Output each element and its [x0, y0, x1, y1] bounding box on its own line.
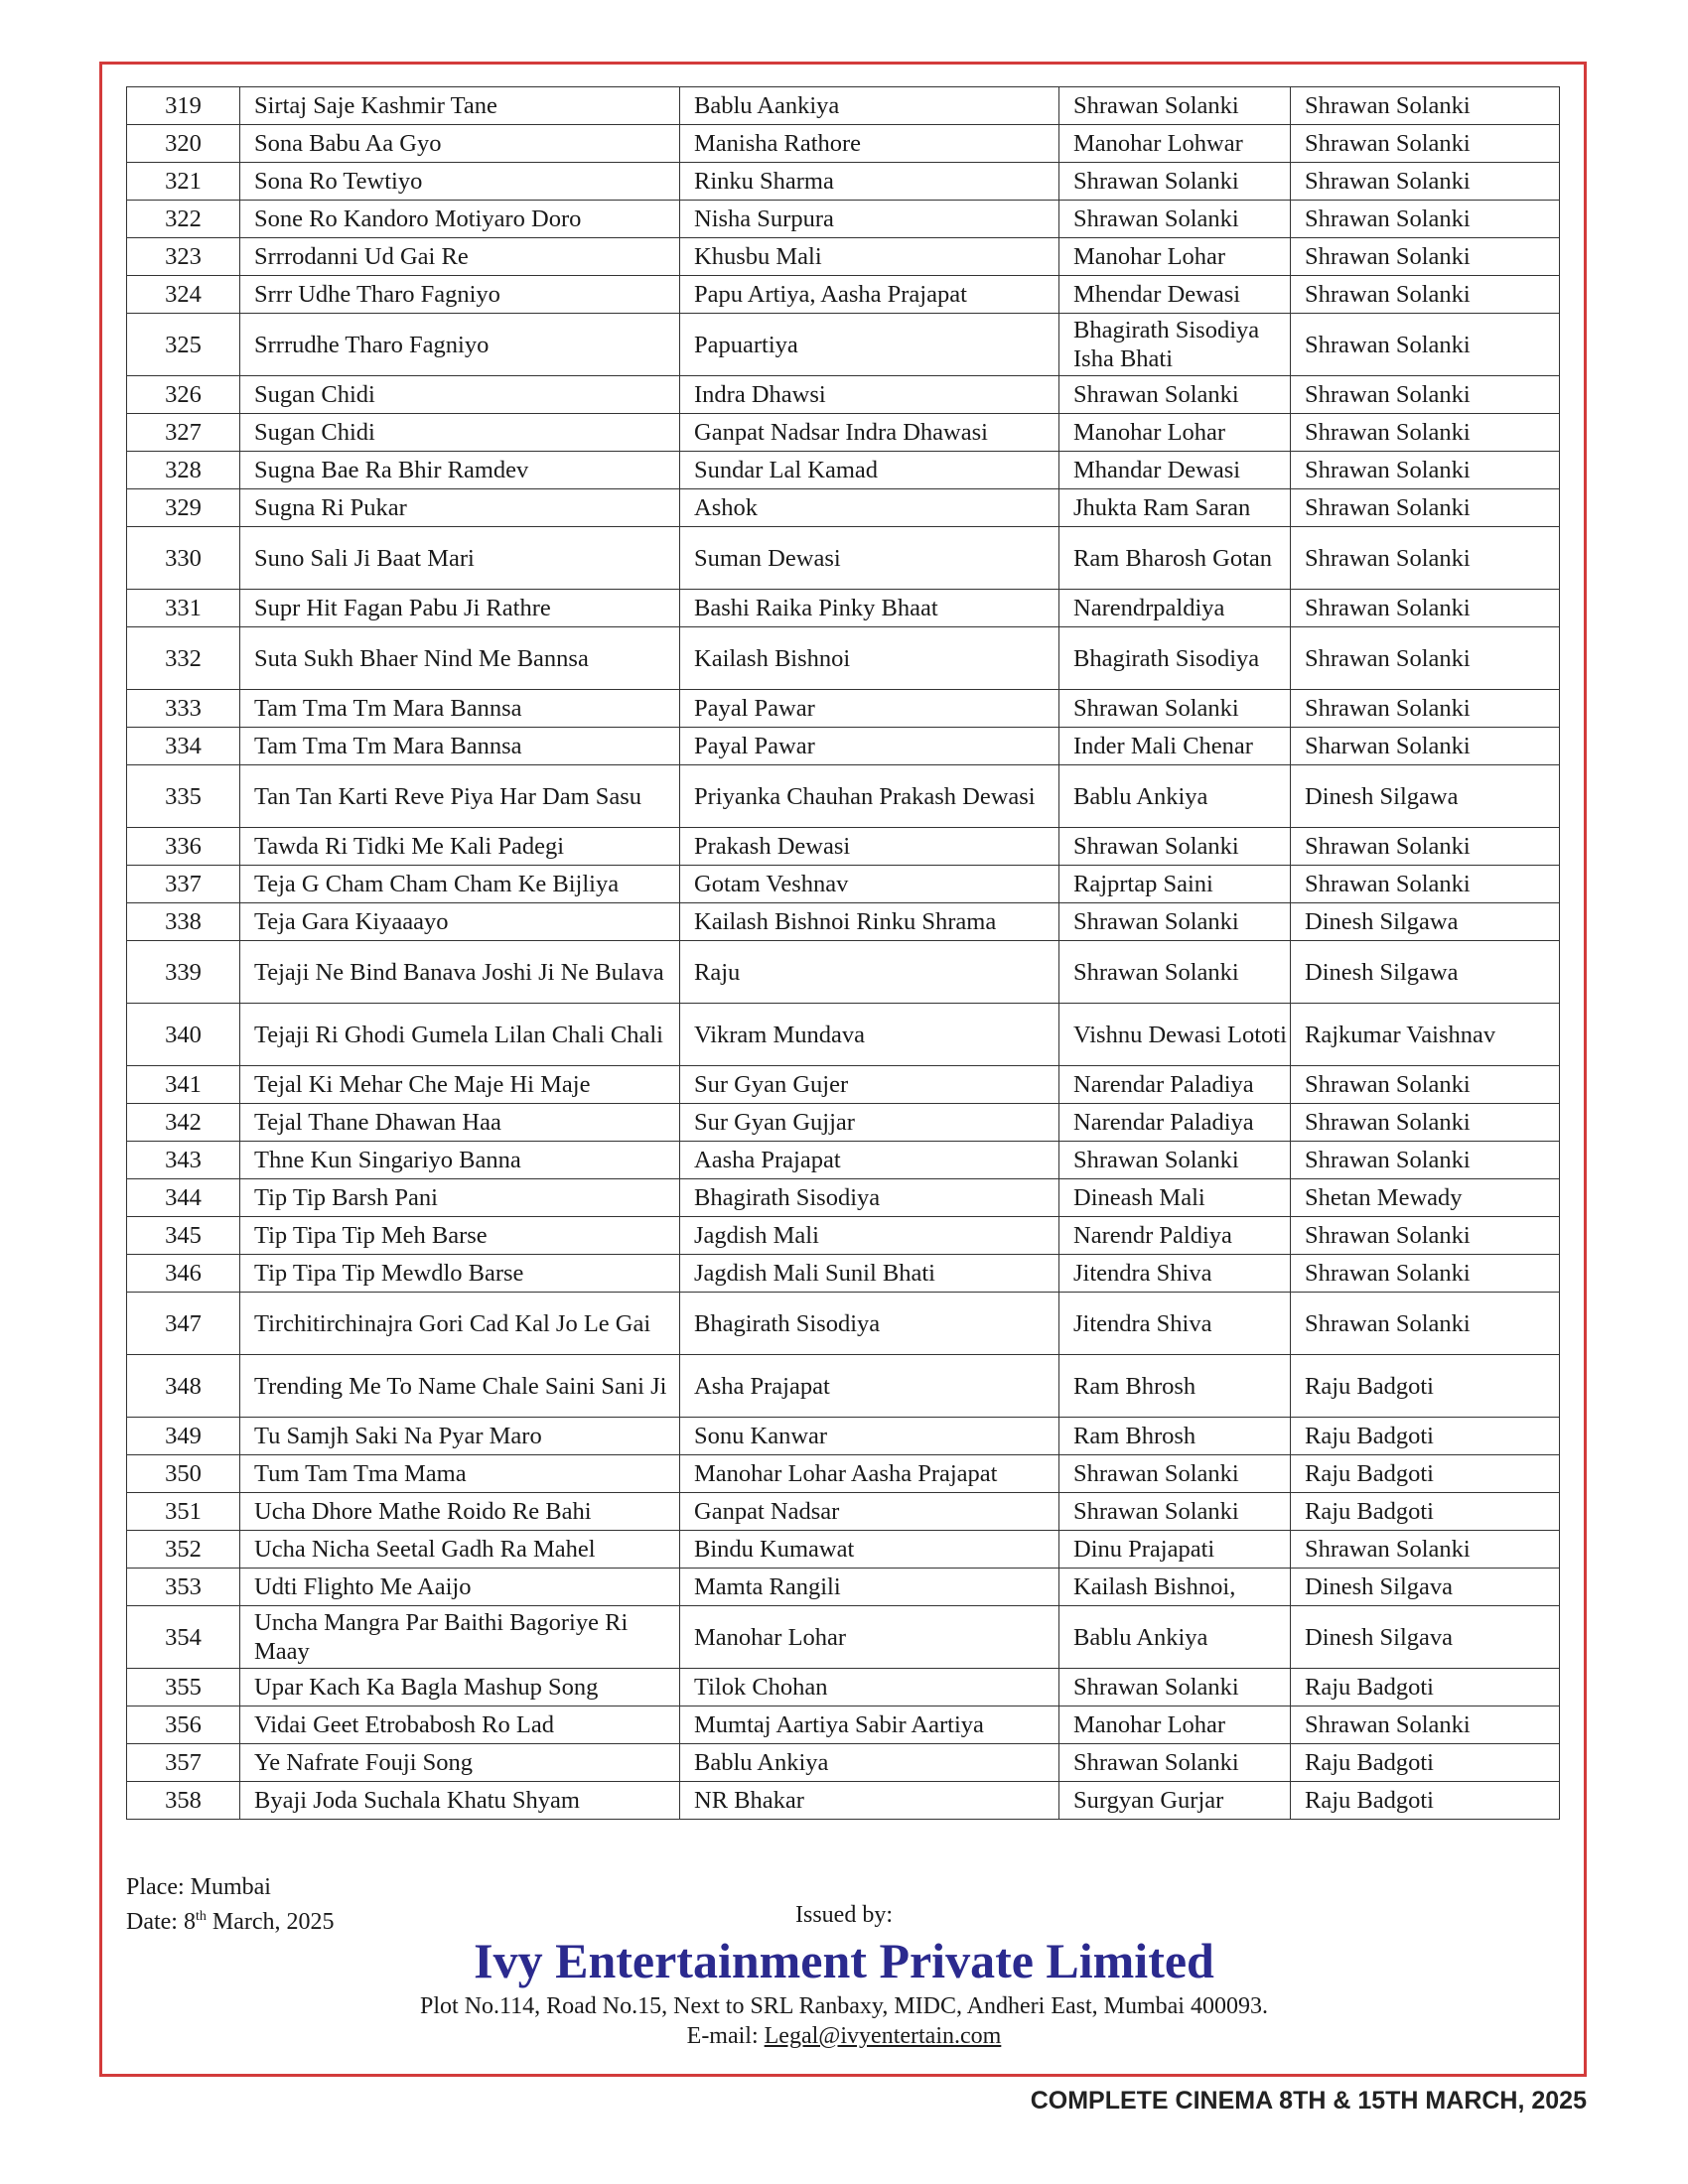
music-director: Surgyan Gurjar: [1059, 1782, 1291, 1820]
row-number: 358: [127, 1782, 240, 1820]
row-number: 344: [127, 1179, 240, 1217]
place-text: Place: Mumbai: [126, 1874, 271, 1900]
singer-name: Gotam Veshnav: [680, 866, 1059, 903]
lyricist: Shrawan Solanki: [1291, 1706, 1560, 1744]
table-row: [127, 1531, 1560, 1569]
table-row: [127, 1493, 1560, 1531]
music-director: Shrawan Solanki: [1059, 941, 1291, 1004]
table-row: [127, 1669, 1560, 1706]
music-director: Jitendra Shiva: [1059, 1293, 1291, 1355]
music-director: Shrawan Solanki: [1059, 828, 1291, 866]
song-title: Tip Tipa Tip Meh Barse: [240, 1217, 680, 1255]
row-number: 341: [127, 1066, 240, 1104]
table-row: [127, 1744, 1560, 1782]
table-row: [127, 1004, 1560, 1066]
publication-banner: COMPLETE CINEMA 8TH & 15TH MARCH, 2025: [1030, 2087, 1587, 2115]
lyricist: Shrawan Solanki: [1291, 238, 1560, 276]
row-number: 343: [127, 1142, 240, 1179]
table-row: [127, 627, 1560, 690]
table-row: [127, 414, 1560, 452]
singer-name: NR Bhakar: [680, 1782, 1059, 1820]
lyricist: Shrawan Solanki: [1291, 201, 1560, 238]
lyricist: Rajkumar Vaishnav: [1291, 1004, 1560, 1066]
lyricist: Shrawan Solanki: [1291, 1217, 1560, 1255]
music-director: Shrawan Solanki: [1059, 1669, 1291, 1706]
song-table: [126, 86, 1560, 1820]
row-number: 348: [127, 1355, 240, 1418]
table-row: [127, 1179, 1560, 1217]
singer-name: Bindu Kumawat: [680, 1531, 1059, 1569]
song-title: Sugna Bae Ra Bhir Ramdev: [240, 452, 680, 489]
song-title: Suta Sukh Bhaer Nind Me Bannsa: [240, 627, 680, 690]
row-number: 320: [127, 125, 240, 163]
row-number: 334: [127, 728, 240, 765]
song-title: Sona Ro Tewtiyo: [240, 163, 680, 201]
table-row: [127, 376, 1560, 414]
row-number: 338: [127, 903, 240, 941]
row-number: 329: [127, 489, 240, 527]
music-director: Narendar Paladiya: [1059, 1066, 1291, 1104]
music-director: Manohar Lohar: [1059, 238, 1291, 276]
music-director: Shrawan Solanki: [1059, 1455, 1291, 1493]
song-title: Sugna Ri Pukar: [240, 489, 680, 527]
row-number: 319: [127, 87, 240, 125]
table-row: [127, 314, 1560, 376]
row-number: 333: [127, 690, 240, 728]
music-director: Mhendar Dewasi: [1059, 276, 1291, 314]
lyricist: Shrawan Solanki: [1291, 1531, 1560, 1569]
row-number: 331: [127, 590, 240, 627]
table-row: [127, 1455, 1560, 1493]
table-row: [127, 1418, 1560, 1455]
song-title: Supr Hit Fagan Pabu Ji Rathre: [240, 590, 680, 627]
row-number: 349: [127, 1418, 240, 1455]
lyricist: Sharwan Solanki: [1291, 728, 1560, 765]
singer-name: Bashi Raika Pinky Bhaat: [680, 590, 1059, 627]
email-line: E-mail: Legal@ivyentertain.com: [686, 2023, 1002, 2049]
row-number: 354: [127, 1606, 240, 1669]
singer-name: Manohar Lohar Aasha Prajapat: [680, 1455, 1059, 1493]
row-number: 328: [127, 452, 240, 489]
table-row: [127, 866, 1560, 903]
table-row: [127, 87, 1560, 125]
singer-name: Payal Pawar: [680, 690, 1059, 728]
music-director: Shrawan Solanki: [1059, 1744, 1291, 1782]
lyricist: Dinesh Silgawa: [1291, 903, 1560, 941]
song-title: Srrr Udhe Tharo Fagniyo: [240, 276, 680, 314]
singer-name: Suman Dewasi: [680, 527, 1059, 590]
lyricist: Raju Badgoti: [1291, 1669, 1560, 1706]
table-row: [127, 728, 1560, 765]
email-link[interactable]: Legal@ivyentertain.com: [764, 2023, 1002, 2049]
song-title: Sugan Chidi: [240, 376, 680, 414]
lyricist: Shrawan Solanki: [1291, 125, 1560, 163]
song-title: Byaji Joda Suchala Khatu Shyam: [240, 1782, 680, 1820]
lyricist: Shrawan Solanki: [1291, 1066, 1560, 1104]
lyricist: Shrawan Solanki: [1291, 376, 1560, 414]
lyricist: Shrawan Solanki: [1291, 452, 1560, 489]
lyricist: Raju Badgoti: [1291, 1493, 1560, 1531]
music-director: Narendar Paladiya: [1059, 1104, 1291, 1142]
lyricist: Raju Badgoti: [1291, 1782, 1560, 1820]
music-director: Bablu Ankiya: [1059, 765, 1291, 828]
row-number: 322: [127, 201, 240, 238]
song-title: Teja G Cham Cham Cham Ke Bijliya: [240, 866, 680, 903]
singer-name: Indra Dhawsi: [680, 376, 1059, 414]
row-number: 355: [127, 1669, 240, 1706]
table-row: [127, 452, 1560, 489]
singer-name: Ganpat Nadsar Indra Dhawasi: [680, 414, 1059, 452]
singer-name: Bhagirath Sisodiya: [680, 1293, 1059, 1355]
row-number: 353: [127, 1569, 240, 1606]
row-number: 325: [127, 314, 240, 376]
row-number: 327: [127, 414, 240, 452]
lyricist: Shrawan Solanki: [1291, 1142, 1560, 1179]
singer-name: Bablu Aankiya: [680, 87, 1059, 125]
music-director: Manohar Lohwar: [1059, 125, 1291, 163]
table-row: [127, 125, 1560, 163]
table-row: [127, 238, 1560, 276]
music-director: Shrawan Solanki: [1059, 1142, 1291, 1179]
music-director: Kailash Bishnoi,: [1059, 1569, 1291, 1606]
singer-name: Ganpat Nadsar: [680, 1493, 1059, 1531]
singer-name: Sur Gyan Gujer: [680, 1066, 1059, 1104]
singer-name: Sundar Lal Kamad: [680, 452, 1059, 489]
song-title: Sona Babu Aa Gyo: [240, 125, 680, 163]
singer-name: Ashok: [680, 489, 1059, 527]
row-number: 350: [127, 1455, 240, 1493]
song-table-body: [127, 87, 1560, 1820]
song-title: Tum Tam Tma Mama: [240, 1455, 680, 1493]
row-number: 356: [127, 1706, 240, 1744]
lyricist: Shrawan Solanki: [1291, 690, 1560, 728]
music-director: Ram Bharosh Gotan: [1059, 527, 1291, 590]
singer-name: Sonu Kanwar: [680, 1418, 1059, 1455]
lyricist: Shrawan Solanki: [1291, 590, 1560, 627]
table-row: [127, 941, 1560, 1004]
singer-name: Jagdish Mali Sunil Bhati: [680, 1255, 1059, 1293]
singer-name: Papuartiya: [680, 314, 1059, 376]
lyricist: Shrawan Solanki: [1291, 828, 1560, 866]
lyricist: Shrawan Solanki: [1291, 276, 1560, 314]
row-number: 346: [127, 1255, 240, 1293]
table-row: [127, 276, 1560, 314]
song-title: Tip Tipa Tip Mewdlo Barse: [240, 1255, 680, 1293]
song-title: Suno Sali Ji Baat Mari: [240, 527, 680, 590]
lyricist: Dinesh Silgava: [1291, 1569, 1560, 1606]
song-title: Trending Me To Name Chale Saini Sani Ji: [240, 1355, 680, 1418]
table-row: [127, 590, 1560, 627]
row-number: 345: [127, 1217, 240, 1255]
singer-name: Aasha Prajapat: [680, 1142, 1059, 1179]
music-director: Jhukta Ram Saran: [1059, 489, 1291, 527]
table-row: [127, 1142, 1560, 1179]
row-number: 342: [127, 1104, 240, 1142]
lyricist: Shrawan Solanki: [1291, 866, 1560, 903]
lyricist: Shrawan Solanki: [1291, 87, 1560, 125]
song-title: Ucha Dhore Mathe Roido Re Bahi: [240, 1493, 680, 1531]
row-number: 339: [127, 941, 240, 1004]
row-number: 321: [127, 163, 240, 201]
music-director: Shrawan Solanki: [1059, 87, 1291, 125]
song-title: Tejaji Ne Bind Banava Joshi Ji Ne Bulava: [240, 941, 680, 1004]
song-title: Srrrudhe Tharo Fagniyo: [240, 314, 680, 376]
singer-name: Raju: [680, 941, 1059, 1004]
music-director: Shrawan Solanki: [1059, 376, 1291, 414]
song-title: Sugan Chidi: [240, 414, 680, 452]
lyricist: Raju Badgoti: [1291, 1744, 1560, 1782]
song-title: Upar Kach Ka Bagla Mashup Song: [240, 1669, 680, 1706]
music-director: Bhagirath Sisodiya Isha Bhati: [1059, 314, 1291, 376]
singer-name: Asha Prajapat: [680, 1355, 1059, 1418]
lyricist: Shetan Mewady: [1291, 1179, 1560, 1217]
singer-name: Rinku Sharma: [680, 163, 1059, 201]
table-row: [127, 201, 1560, 238]
music-director: Dineash Mali: [1059, 1179, 1291, 1217]
singer-name: Priyanka Chauhan Prakash Dewasi: [680, 765, 1059, 828]
lyricist: Raju Badgoti: [1291, 1455, 1560, 1493]
singer-name: Nisha Surpura: [680, 201, 1059, 238]
row-number: 351: [127, 1493, 240, 1531]
singer-name: Khusbu Mali: [680, 238, 1059, 276]
song-title: Tam Tma Tm Mara Bannsa: [240, 728, 680, 765]
table-row: [127, 1569, 1560, 1606]
row-number: 335: [127, 765, 240, 828]
song-title: Uncha Mangra Par Baithi Bagoriye Ri Maay: [240, 1606, 680, 1669]
row-number: 357: [127, 1744, 240, 1782]
table-row: [127, 527, 1560, 590]
row-number: 347: [127, 1293, 240, 1355]
music-director: Shrawan Solanki: [1059, 690, 1291, 728]
lyricist: Dinesh Silgawa: [1291, 941, 1560, 1004]
song-title: Tejal Ki Mehar Che Maje Hi Maje: [240, 1066, 680, 1104]
lyricist: Shrawan Solanki: [1291, 314, 1560, 376]
music-director: Shrawan Solanki: [1059, 163, 1291, 201]
lyricist: Dinesh Silgava: [1291, 1606, 1560, 1669]
singer-name: Prakash Dewasi: [680, 828, 1059, 866]
table-row: [127, 828, 1560, 866]
company-name: Ivy Entertainment Private Limited: [474, 1933, 1214, 1988]
row-number: 323: [127, 238, 240, 276]
row-number: 332: [127, 627, 240, 690]
table-row: [127, 489, 1560, 527]
table-row: [127, 1606, 1560, 1669]
song-title: Srrrodanni Ud Gai Re: [240, 238, 680, 276]
company-address: Plot No.114, Road No.15, Next to SRL Ranbaxy, MIDC, Andheri East, Mumbai 400093.: [420, 1993, 1268, 2019]
table-row: [127, 765, 1560, 828]
music-director: Narendrpaldiya: [1059, 590, 1291, 627]
table-row: [127, 1355, 1560, 1418]
singer-name: Sur Gyan Gujjar: [680, 1104, 1059, 1142]
lyricist: Shrawan Solanki: [1291, 489, 1560, 527]
music-director: Vishnu Dewasi Lototi: [1059, 1004, 1291, 1066]
music-director: Shrawan Solanki: [1059, 903, 1291, 941]
music-director: Manohar Lohar: [1059, 414, 1291, 452]
music-director: Manohar Lohar: [1059, 1706, 1291, 1744]
table-row: [127, 1255, 1560, 1293]
music-director: Jitendra Shiva: [1059, 1255, 1291, 1293]
song-title: Udti Flighto Me Aaijo: [240, 1569, 680, 1606]
table-row: [127, 1066, 1560, 1104]
row-number: 337: [127, 866, 240, 903]
song-title: Vidai Geet Etrobabosh Ro Lad: [240, 1706, 680, 1744]
row-number: 330: [127, 527, 240, 590]
song-title: Thne Kun Singariyo Banna: [240, 1142, 680, 1179]
table-row: [127, 1217, 1560, 1255]
table-row: [127, 1293, 1560, 1355]
row-number: 352: [127, 1531, 240, 1569]
song-title: Sone Ro Kandoro Motiyaro Doro: [240, 201, 680, 238]
music-director: Rajprtap Saini: [1059, 866, 1291, 903]
song-title: Tan Tan Karti Reve Piya Har Dam Sasu: [240, 765, 680, 828]
song-title: Tirchitirchinajra Gori Cad Kal Jo Le Gai: [240, 1293, 680, 1355]
singer-name: Bhagirath Sisodiya: [680, 1179, 1059, 1217]
table-row: [127, 903, 1560, 941]
music-director: Bhagirath Sisodiya: [1059, 627, 1291, 690]
music-director: Ram Bhrosh: [1059, 1355, 1291, 1418]
lyricist: Raju Badgoti: [1291, 1418, 1560, 1455]
lyricist: Shrawan Solanki: [1291, 163, 1560, 201]
row-number: 340: [127, 1004, 240, 1066]
table-row: [127, 1104, 1560, 1142]
table-row: [127, 163, 1560, 201]
singer-name: Vikram Mundava: [680, 1004, 1059, 1066]
table-row: [127, 1782, 1560, 1820]
song-title: Tawda Ri Tidki Me Kali Padegi: [240, 828, 680, 866]
singer-name: Manisha Rathore: [680, 125, 1059, 163]
row-number: 336: [127, 828, 240, 866]
song-title: Sirtaj Saje Kashmir Tane: [240, 87, 680, 125]
song-title: Tejaji Ri Ghodi Gumela Lilan Chali Chali: [240, 1004, 680, 1066]
date-text: Date: 8th March, 2025: [126, 1909, 335, 1935]
lyricist: Raju Badgoti: [1291, 1355, 1560, 1418]
lyricist: Shrawan Solanki: [1291, 627, 1560, 690]
row-number: 326: [127, 376, 240, 414]
singer-name: Manohar Lohar: [680, 1606, 1059, 1669]
singer-name: Jagdish Mali: [680, 1217, 1059, 1255]
table-row: [127, 690, 1560, 728]
table-row: [127, 1706, 1560, 1744]
song-title: Tu Samjh Saki Na Pyar Maro: [240, 1418, 680, 1455]
singer-name: Tilok Chohan: [680, 1669, 1059, 1706]
music-director: Shrawan Solanki: [1059, 201, 1291, 238]
music-director: Narendr Paldiya: [1059, 1217, 1291, 1255]
music-director: Bablu Ankiya: [1059, 1606, 1291, 1669]
song-title: Ucha Nicha Seetal Gadh Ra Mahel: [240, 1531, 680, 1569]
music-director: Ram Bhrosh: [1059, 1418, 1291, 1455]
singer-name: Kailash Bishnoi: [680, 627, 1059, 690]
singer-name: Bablu Ankiya: [680, 1744, 1059, 1782]
song-title: Ye Nafrate Fouji Song: [240, 1744, 680, 1782]
song-title: Tejal Thane Dhawan Haa: [240, 1104, 680, 1142]
singer-name: Papu Artiya, Aasha Prajapat: [680, 276, 1059, 314]
song-title: Teja Gara Kiyaaayo: [240, 903, 680, 941]
singer-name: Kailash Bishnoi Rinku Shrama: [680, 903, 1059, 941]
lyricist: Shrawan Solanki: [1291, 1255, 1560, 1293]
music-director: Inder Mali Chenar: [1059, 728, 1291, 765]
singer-name: Mamta Rangili: [680, 1569, 1059, 1606]
song-title: Tip Tip Barsh Pani: [240, 1179, 680, 1217]
row-number: 324: [127, 276, 240, 314]
music-director: Dinu Prajapati: [1059, 1531, 1291, 1569]
lyricist: Shrawan Solanki: [1291, 414, 1560, 452]
music-director: Mhandar Dewasi: [1059, 452, 1291, 489]
lyricist: Shrawan Solanki: [1291, 1293, 1560, 1355]
lyricist: Shrawan Solanki: [1291, 527, 1560, 590]
song-title: Tam Tma Tm Mara Bannsa: [240, 690, 680, 728]
singer-name: Payal Pawar: [680, 728, 1059, 765]
lyricist: Dinesh Silgawa: [1291, 765, 1560, 828]
music-director: Shrawan Solanki: [1059, 1493, 1291, 1531]
issued-by-label: Issued by:: [795, 1902, 893, 1928]
singer-name: Mumtaj Aartiya Sabir Aartiya: [680, 1706, 1059, 1744]
lyricist: Shrawan Solanki: [1291, 1104, 1560, 1142]
